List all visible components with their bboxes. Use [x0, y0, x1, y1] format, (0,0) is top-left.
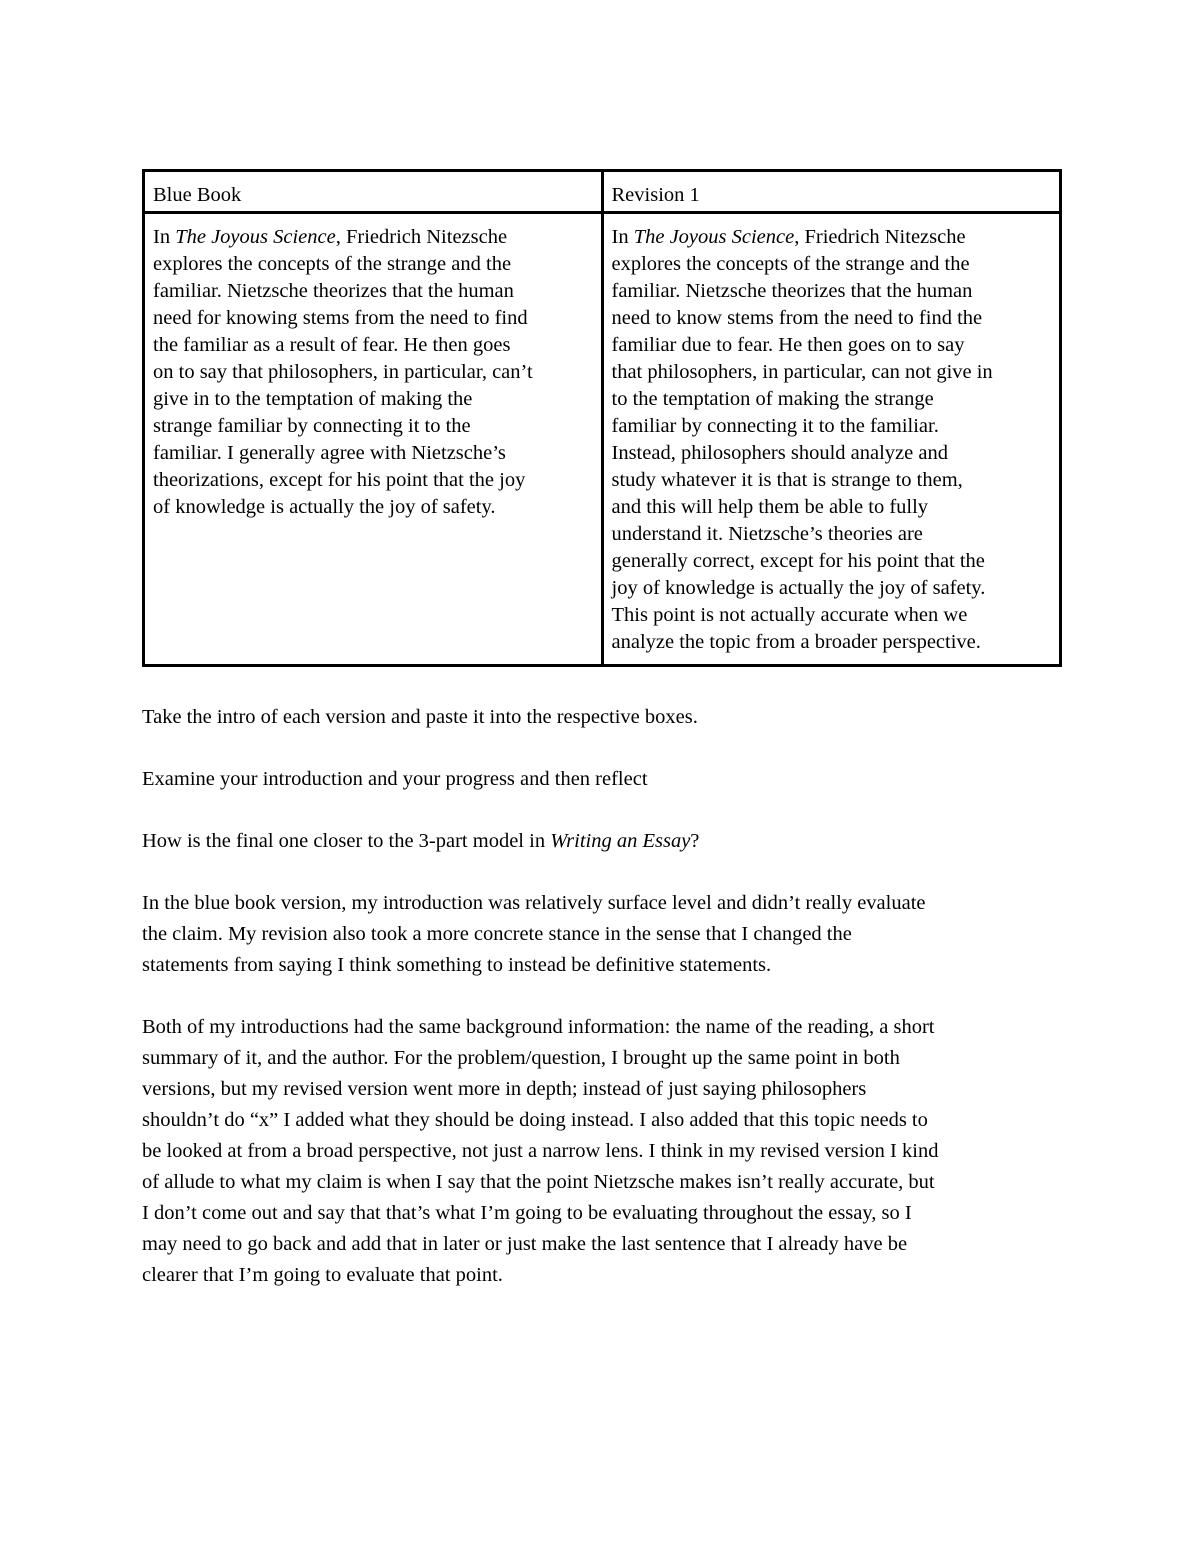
question-three-part-model: [142, 826, 1062, 857]
revision-line: to the temptation of making the strange: [611, 388, 934, 410]
header-revision-1: Revision 1: [602, 171, 1061, 213]
intro-prefix: In: [153, 226, 176, 248]
revision-line: familiar by connecting it to the familiar.: [611, 415, 939, 437]
revision-line: joy of knowledge is actually the joy of safety.: [611, 577, 986, 599]
question-text: How is the final one closer to the 3-part model in: [142, 830, 551, 852]
reflection-line: of allude to what my claim is when I say that the point Nietzsche makes isn’t really accurate, but: [142, 1171, 935, 1193]
blue-book-line: the familiar as a result of fear. He then goes: [153, 334, 511, 356]
reflection-line: the claim. My revision also took a more concrete stance in the sense that I changed the: [142, 923, 852, 945]
table-body-row: [144, 213, 1061, 666]
reflection-line: In the blue book version, my introduction was relatively surface level and didn’t really evaluate: [142, 892, 926, 914]
comparison-table: [142, 169, 1062, 667]
reflection-line: I don’t come out and say that that’s what I’m going to be evaluating throughout the essay, so I: [142, 1202, 912, 1224]
revision-first-line: [612, 224, 1052, 251]
reflection-line: summary of it, and the author. For the problem/question, I brought up the same point in both: [142, 1047, 900, 1069]
blue-book-line: need for knowing stems from the need to find: [153, 307, 528, 329]
reflection-line: shouldn’t do “x” I added what they should be doing instead. I also added that this topic needs to: [142, 1109, 928, 1131]
revision-line: Instead, philosophers should analyze and: [611, 442, 948, 464]
blue-book-line: give in to the temptation of making the: [153, 388, 473, 410]
revision-line: that philosophers, in particular, can not give in: [611, 361, 993, 383]
reflection-paragraph-1: [142, 888, 1062, 981]
intro-after-title: , Friedrich Nitezsche: [794, 226, 966, 248]
intro-prefix: In: [611, 226, 634, 248]
blue-book-line: familiar. Nietzsche theorizes that the human: [153, 280, 514, 302]
revision-line: familiar. Nietzsche theorizes that the human: [611, 280, 973, 302]
blue-book-line: strange familiar by connecting it to the: [153, 415, 471, 437]
blue-book-intro-cell: [144, 213, 603, 666]
reflection-paragraph-2: [142, 1012, 1062, 1291]
book-title: The Joyous Science: [633, 226, 795, 248]
blue-book-line: explores the concepts of the strange and the: [153, 253, 512, 275]
question-book-title: Writing an Essay: [550, 830, 691, 852]
reflection-line: clearer that I’m going to evaluate that point.: [142, 1264, 503, 1286]
revision-line: familiar due to fear. He then goes on to say: [611, 334, 965, 356]
instruction-paste-intro: Take the intro of each version and paste it into the respective boxes.: [142, 706, 698, 728]
revision-line: study whatever it is that is strange to them,: [611, 469, 963, 491]
revision-line: This point is not actually accurate when we: [611, 604, 968, 626]
table-header-row: [144, 171, 1061, 213]
revision-intro-cell: [602, 213, 1061, 666]
revision-line: generally correct, except for his point that the: [611, 550, 985, 572]
revision-line: and this will help them be able to fully: [611, 496, 929, 518]
blue-book-first-line: [153, 224, 593, 251]
revision-line: analyze the topic from a broader perspective.: [611, 631, 981, 653]
intro-after-title: , Friedrich Nitezsche: [335, 226, 508, 248]
header-blue-book: Blue Book: [144, 171, 603, 213]
blue-book-line: familiar. I generally agree with Nietzsche’s: [153, 442, 506, 464]
blue-book-line: theorizations, except for his point that the joy: [153, 469, 526, 491]
book-title: The Joyous Science: [175, 226, 336, 248]
revision-line: explores the concepts of the strange and the: [611, 253, 970, 275]
reflection-line: versions, but my revised version went more in depth; instead of just saying philosophers: [142, 1078, 867, 1100]
document-page: [142, 169, 1062, 1291]
reflection-line: Both of my introductions had the same background information: the name of the reading, a short: [142, 1016, 935, 1038]
blue-book-line: on to say that philosophers, in particular, can’t: [153, 361, 533, 383]
reflection-line: statements from saying I think something to instead be definitive statements.: [142, 954, 772, 976]
revision-line: understand it. Nietzsche’s theories are: [611, 523, 923, 545]
reflection-line: be looked at from a broad perspective, not just a narrow lens. I think in my revised version I kind: [142, 1140, 939, 1162]
reflection-line: may need to go back and add that in later or just make the last sentence that I already have be: [142, 1233, 908, 1255]
revision-line: need to know stems from the need to find the: [611, 307, 983, 329]
question-mark: ?: [690, 830, 700, 852]
instruction-examine: Examine your introduction and your progress and then reflect: [142, 768, 648, 790]
blue-book-line: of knowledge is actually the joy of safety.: [153, 496, 496, 518]
